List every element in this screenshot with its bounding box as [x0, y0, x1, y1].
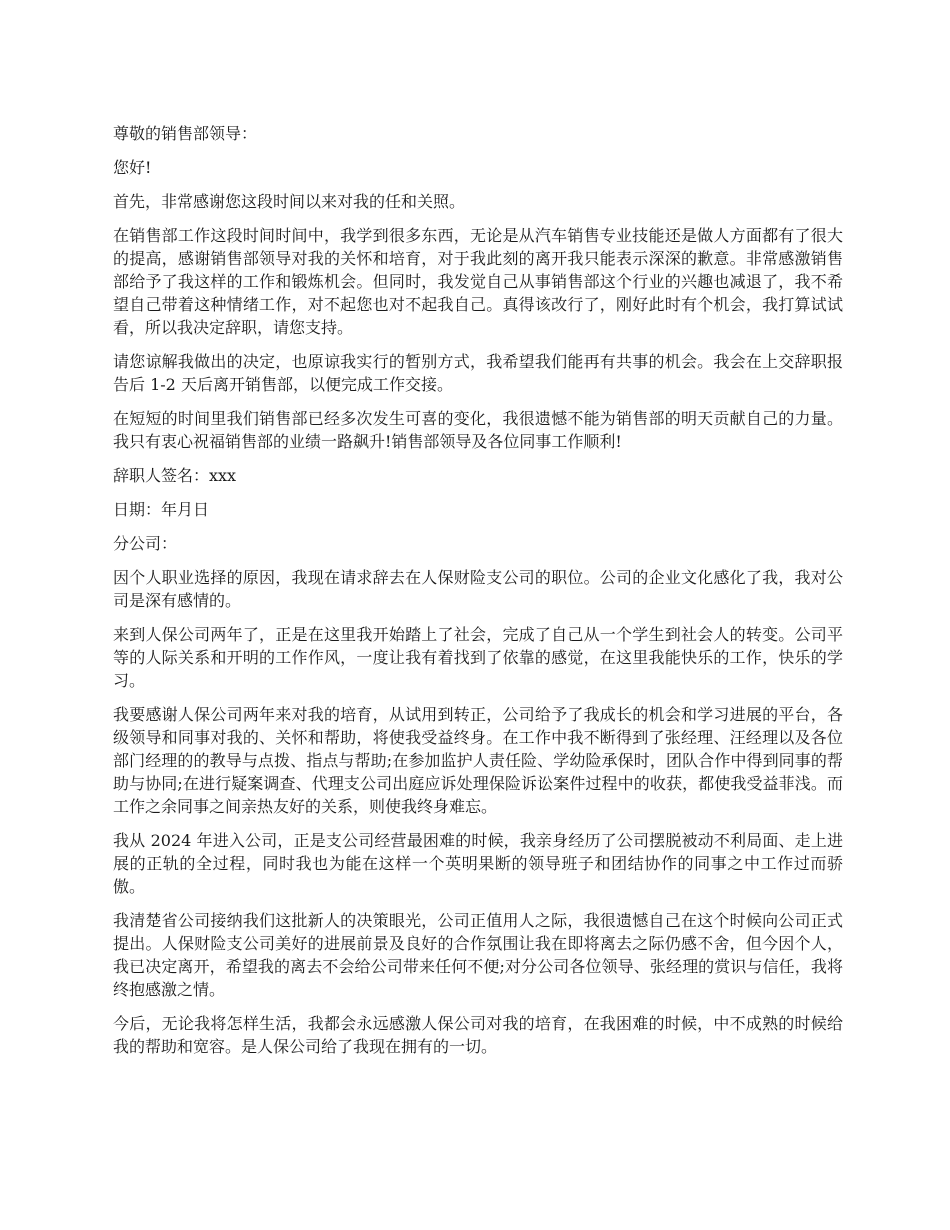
paragraph-reason: 因个人职业选择的原因，我现在请求辞去在人保财险支公司的职位。公司的企业文化感化了我，我对公司是深有感情的。: [113, 568, 843, 610]
document-body: [113, 122, 843, 1069]
paragraph-two-years: 来到人保公司两年了，正是在这里我开始踏上了社会，完成了自己从一个学生到社会人的转变。公司平等的人际关系和开明的工作作风，一度让我有着找到了依靠的感觉，在这里我能快乐的工作，快乐的学习。: [113, 625, 843, 690]
paragraph-history: 我从 2024 年进入公司，正是支公司经营最困难的时候，我亲身经历了公司摆脱被动不利局面、走上进展的正轨的全过程，同时我也为能在这样一个英明果断的领导班子和团结协作的同事之中工作过而骄傲。: [113, 831, 843, 896]
paragraph-wishes: 在短短的时间里我们销售部已经多次发生可喜的变化，我很遗憾不能为销售部的明天贡献自己的力量。我只有衷心祝福销售部的业绩一路飙升!销售部领导及各位同事工作顺利!: [113, 409, 843, 451]
paragraph-understanding: 请您谅解我做出的决定，也原谅我实行的暂别方式，我希望我们能再有共事的机会。我会在上交辞职报告后 1-2 天后离开销售部，以便完成工作交接。: [113, 352, 843, 394]
paragraph-closing: 今后，无论我将怎样生活，我都会永远感激人保公司对我的培育，在我困难的时候，中不成熟的时候给我的帮助和宽容。是人保公司给了我现在拥有的一切。: [113, 1014, 843, 1056]
branch-salutation: 分公司：: [113, 534, 178, 553]
paragraph-experience: 在销售部工作这段时间时间中，我学到很多东西，无论是从汽车销售专业技能还是做人方面都有了很大的提高，感谢销售部领导对我的关怀和培育，对于我此刻的离开我只能表示深深的歉意。非常感激销售部给予了我这样的工作和锻炼机会。但同时，我发觉自己从事销售部这个行业的兴趣也减退了，我不希望自己带着这种情绪工作，对不起您也对不起我自己。真得该改行了，刚好此时有个机会，我打算试试看，所以我决定辞职，请您支持。: [113, 226, 843, 337]
paragraph-gratitude: 我要感谢人保公司两年来对我的培育，从试用到转正，公司给予了我成长的机会和学习进展的平台，各级领导和同事对我的、关怀和帮助，将使我受益终身。在工作中我不断得到了张经理、汪经理以及各位部门经理的的教导与点拨、指点与帮助;在参加监护人责任险、学幼险承保时，团队合作中得到同事的帮助与协同;在进行疑案调查、代理支公司出庭应诉处理保险诉讼案件过程中的收获，都使我受益菲浅。而工作之余同事之间亲热友好的关系，则使我终身难忘。: [113, 705, 843, 816]
date-line: 日期：年月日: [113, 500, 210, 519]
greeting: 您好!: [113, 158, 152, 177]
paragraph-decision: 我清楚省公司接纳我们这批新人的决策眼光，公司正值用人之际，我很遗憾自己在这个时候向公司正式提出。人保财险支公司美好的进展前景及良好的合作氛围让我在即将离去之际仍感不舍，但今因个人，我已决定离开，希望我的离去不会给公司带来任何不便;对分公司各位领导、张经理的赏识与信任，我将终抱感激之情。: [113, 911, 843, 999]
signature-line: 辞职人签名：xxx: [113, 466, 237, 485]
paragraph-thanks: 首先，非常感谢您这段时间以来对我的任和关照。: [113, 192, 466, 211]
salutation: 尊敬的销售部领导：: [113, 124, 258, 143]
